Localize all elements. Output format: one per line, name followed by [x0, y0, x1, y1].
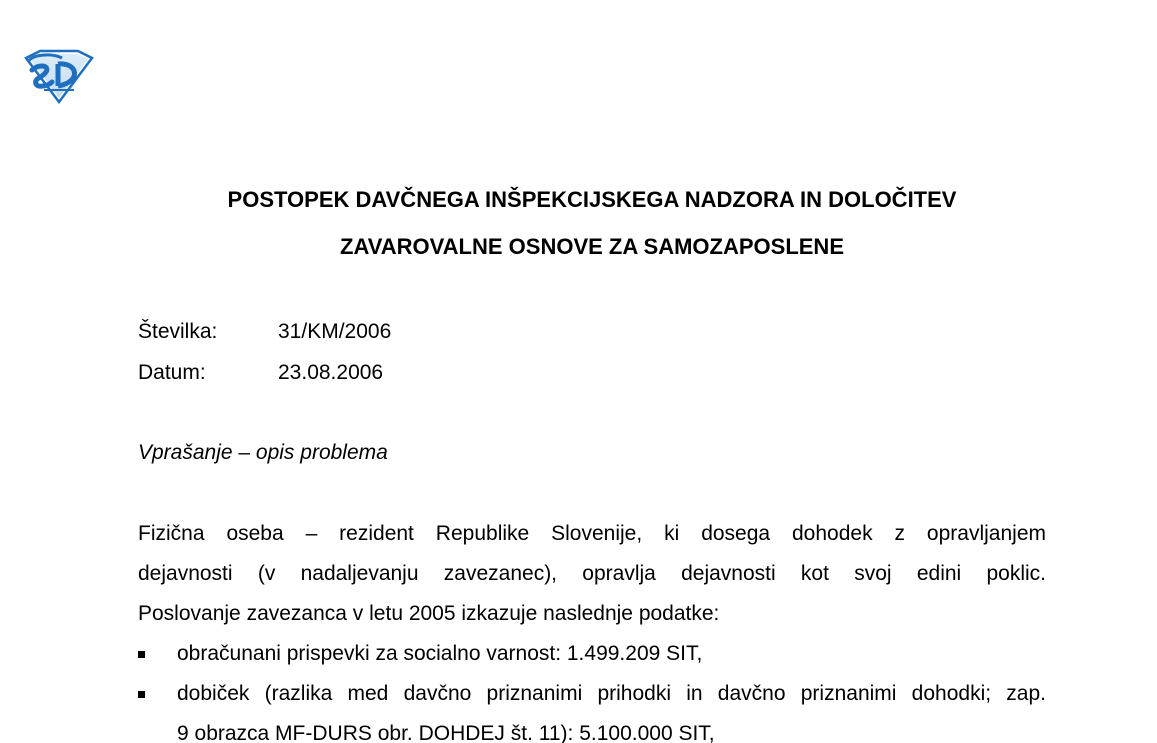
bullet-icon: [138, 651, 145, 658]
date-label: Datum:: [138, 361, 206, 384]
paragraph-line: Poslovanje zavezanca v letu 2005 izkazuje naslednje podatke:: [138, 602, 720, 625]
question-heading: Vprašanje – opis problema: [138, 441, 388, 464]
document-title-line-1: POSTOPEK DAVČNEGA INŠPEKCIJSKEGA NADZORA IN DOLOČITEV: [227, 187, 957, 212]
paragraph-line: dejavnosti (v nadaljevanju zavezanec), opravlja dejavnosti kot svoj edini poklic.: [138, 562, 1046, 585]
bullet-icon: [138, 691, 145, 698]
number-label: Številka:: [138, 320, 218, 343]
sd-logo-icon: [22, 48, 96, 104]
list-item-text: [177, 634, 1046, 674]
document-title-line-2: ZAVAROVALNE OSNOVE ZA SAMOZAPOSLENE: [340, 234, 844, 259]
problem-description-paragraph: [138, 514, 1046, 634]
paragraph-line: Fizična oseba – rezident Republike Slovenije, ki dosega dohodek z opravljanjem: [138, 522, 1046, 545]
list-item-text: [177, 674, 1046, 743]
number-value: 31/KM/2006: [278, 320, 392, 343]
date-value: 23.08.2006: [278, 361, 384, 384]
list-item-line: obračunani prispevki za socialno varnost: 1.499.209 SIT,: [177, 642, 703, 665]
list-item-line: dobiček (razlika med davčno priznanimi prihodki in davčno priznanimi dohodki; zap.: [177, 682, 1046, 705]
list-item-line: 9 obrazca MF-DURS obr. DOHDEJ št. 11): 5.100.000 SIT,: [177, 722, 715, 743]
